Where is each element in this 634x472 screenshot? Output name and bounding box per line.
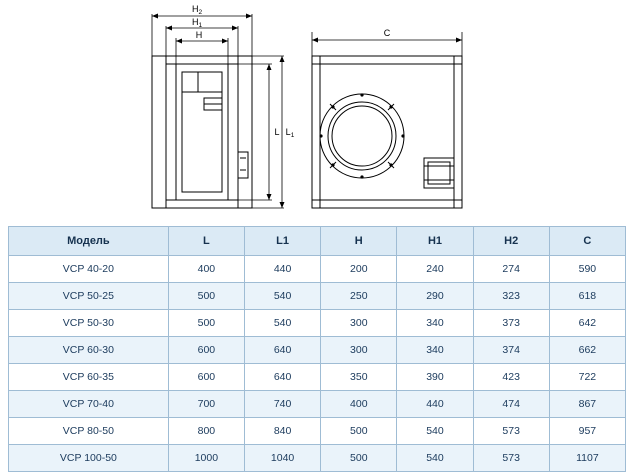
table-row — [9, 418, 626, 445]
table-row — [9, 337, 626, 364]
table-row — [9, 256, 626, 283]
col-header-l: L — [168, 227, 244, 256]
cell-h: 500 — [321, 418, 397, 445]
dim-label-c: C — [383, 28, 391, 38]
cell-l1: 640 — [244, 337, 320, 364]
cell-h2: 573 — [473, 418, 549, 445]
table-header-row — [9, 227, 626, 256]
cell-model: VCP 60-30 — [9, 337, 169, 364]
cell-h: 500 — [321, 445, 397, 472]
cell-c: 957 — [549, 418, 625, 445]
cell-l1: 640 — [244, 364, 320, 391]
cell-h1: 540 — [397, 418, 473, 445]
cell-l: 400 — [168, 256, 244, 283]
left-fan-housing — [182, 72, 222, 192]
cell-l: 500 — [168, 310, 244, 337]
cell-h1: 340 — [397, 337, 473, 364]
cell-c: 722 — [549, 364, 625, 391]
inlet-outer-circle — [328, 102, 396, 170]
cell-l: 600 — [168, 337, 244, 364]
cell-l1: 740 — [244, 391, 320, 418]
dim-label-h1: $H_1$ — [191, 17, 203, 29]
cell-h: 400 — [321, 391, 397, 418]
cell-model: VCP 100-50 — [9, 445, 169, 472]
table-row — [9, 391, 626, 418]
cell-h2: 274 — [473, 256, 549, 283]
cell-h1: 440 — [397, 391, 473, 418]
cell-l1: 840 — [244, 418, 320, 445]
cell-h1: 390 — [397, 364, 473, 391]
col-header-h2: H2 — [473, 227, 549, 256]
cell-h2: 573 — [473, 445, 549, 472]
cell-model: VCP 60-35 — [9, 364, 169, 391]
cell-h: 300 — [321, 337, 397, 364]
left-inner-casing — [176, 64, 228, 200]
cell-model: VCP 80-50 — [9, 418, 169, 445]
cell-c: 642 — [549, 310, 625, 337]
cell-l1: 540 — [244, 310, 320, 337]
left-flange-right — [238, 56, 252, 208]
cell-h2: 423 — [473, 364, 549, 391]
dim-label-l: L — [274, 127, 280, 137]
cell-h1: 290 — [397, 283, 473, 310]
terminal-box-side — [238, 152, 248, 178]
cell-model: VCP 50-25 — [9, 283, 169, 310]
cell-l: 700 — [168, 391, 244, 418]
cell-c: 590 — [549, 256, 625, 283]
table-row — [9, 445, 626, 472]
col-header-l1: L1 — [244, 227, 320, 256]
cell-c: 618 — [549, 283, 625, 310]
dim-label-h2: $H_2$ — [191, 4, 203, 16]
table-row — [9, 283, 626, 310]
cell-h2: 373 — [473, 310, 549, 337]
col-header-h: H — [321, 227, 397, 256]
cell-l: 800 — [168, 418, 244, 445]
cell-l1: 440 — [244, 256, 320, 283]
table-row — [9, 364, 626, 391]
cell-l: 1000 — [168, 445, 244, 472]
spec-table-container — [8, 226, 626, 472]
col-header-h1: H1 — [397, 227, 473, 256]
cell-h: 200 — [321, 256, 397, 283]
dim-label-h: H — [195, 30, 203, 40]
cell-h: 300 — [321, 310, 397, 337]
cell-h1: 240 — [397, 256, 473, 283]
table-row — [9, 310, 626, 337]
cell-c: 662 — [549, 337, 625, 364]
cell-model: VCP 70-40 — [9, 391, 169, 418]
col-header-model: Модель — [9, 227, 169, 256]
dim-label-l1: $L_1$ — [285, 127, 295, 139]
drawing-svg — [0, 0, 634, 222]
col-header-c: C — [549, 227, 625, 256]
cell-model: VCP 40-20 — [9, 256, 169, 283]
left-flange-left — [152, 56, 166, 208]
cell-h: 250 — [321, 283, 397, 310]
cell-l: 600 — [168, 364, 244, 391]
cell-l: 500 — [168, 283, 244, 310]
right-body-outline — [312, 56, 462, 208]
cell-c: 867 — [549, 391, 625, 418]
cell-h1: 340 — [397, 310, 473, 337]
spec-table — [8, 226, 626, 472]
cell-h: 350 — [321, 364, 397, 391]
cell-h2: 374 — [473, 337, 549, 364]
cell-l1: 1040 — [244, 445, 320, 472]
cell-c: 1107 — [549, 445, 625, 472]
cell-l1: 540 — [244, 283, 320, 310]
technical-drawing — [0, 0, 634, 222]
inlet-inner-circle — [332, 106, 392, 166]
cell-model: VCP 50-30 — [9, 310, 169, 337]
cell-h2: 474 — [473, 391, 549, 418]
left-body-outline — [166, 56, 238, 208]
cell-h2: 323 — [473, 283, 549, 310]
cell-h1: 540 — [397, 445, 473, 472]
